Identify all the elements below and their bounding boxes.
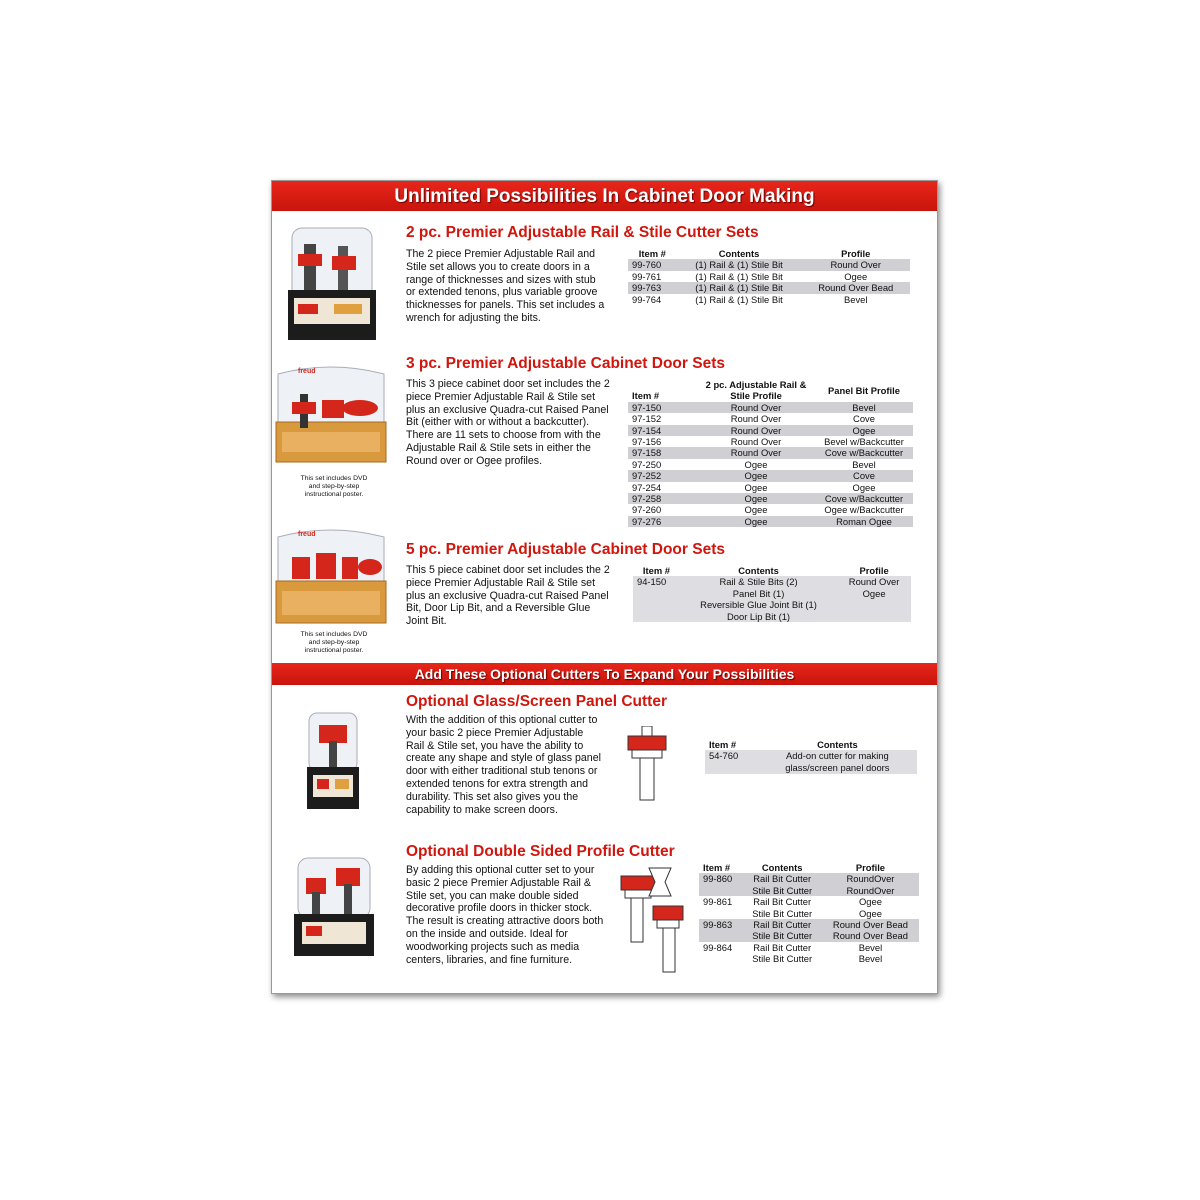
table-row: 97-156 Round Over Bevel w/Backcutter bbox=[632, 436, 904, 448]
table-row: Stile Bit Cutter Ogee bbox=[752, 907, 882, 919]
table-row: 97-260 Ogee Ogee w/Backcutter bbox=[632, 504, 904, 516]
table-row: glass/screen panel doors bbox=[785, 761, 890, 773]
col-contents: Contents bbox=[718, 248, 760, 259]
table-5pc bbox=[633, 565, 911, 622]
table-row: 99-860 Rail Bit Cutter RoundOver bbox=[699, 873, 919, 884]
router-bits-drawing bbox=[607, 866, 705, 976]
table-row: 97-250 Ogee Bevel bbox=[632, 458, 876, 470]
caption-5pc: This set includes DVD and step-by-step instructional poster. bbox=[300, 631, 368, 654]
col-item: Item # bbox=[632, 390, 660, 402]
heading-glass: Optional Glass/Screen Panel Cutter bbox=[406, 693, 667, 710]
col-contents: Contents bbox=[817, 739, 858, 750]
table-row: Stile Bit Cutter Bevel bbox=[752, 953, 883, 965]
table-row: Stile Bit Cutter RoundOver bbox=[699, 885, 919, 896]
desc-2pc: The 2 piece Premier Adjustable Rail and Stile set allows you to create doors in a range of thicknesses and sizes with stub or extended tenons, plus variable groove thicknesses for panels. This set includes a wrench for adjusting the bits. bbox=[406, 248, 605, 324]
desc-5pc: This 5 piece cabinet door set includes the 2 piece Premier Adjustable Rail & Stile set plus an exclusive Quadra-cut Raised Panel Bit, Door Lip Bit, and a Reversible Glue Joint Bit. bbox=[406, 564, 610, 628]
product-image-5pc-set bbox=[272, 527, 390, 631]
catalog-page bbox=[271, 180, 938, 994]
col-profile: Profile bbox=[855, 862, 886, 873]
table-row: 99-861 Rail Bit Cutter Ogee bbox=[703, 896, 882, 908]
col-contents: Contents bbox=[738, 565, 779, 576]
col-item: Item # bbox=[703, 862, 731, 873]
table-row: 99-764 (1) Rail & (1) Stile Bit Bevel bbox=[632, 293, 868, 305]
heading-double: Optional Double Sided Profile Cutter bbox=[406, 843, 675, 860]
table-row: 94-150 Rail & Stile Bits (2) Round Over bbox=[637, 576, 900, 588]
table-row: 97-252 Ogee Cove bbox=[628, 470, 913, 481]
caption-3pc: This set includes DVD and step-by-step instructional poster. bbox=[300, 475, 368, 498]
router-bit-drawing bbox=[624, 726, 670, 802]
table-row: 97-254 Ogee Ogee bbox=[632, 481, 876, 493]
desc-glass: With the addition of this optional cutter to your basic 2 piece Premier Adjustable Rail & Stile set, you have the ability to create any shape and style of glass panel door with either traditional stub tenons or extended tenons for extra strength and durability. This set also gives you the capability to make screen doors. bbox=[406, 714, 601, 816]
table-2pc bbox=[628, 248, 910, 305]
product-image-2pc-set bbox=[286, 226, 378, 341]
col-panel-profile: Panel Bit Profile bbox=[828, 384, 900, 396]
product-image-3pc-set bbox=[272, 364, 390, 476]
table-row: 99-761 (1) Rail & (1) Stile Bit Ogee bbox=[632, 270, 868, 282]
table-double bbox=[699, 862, 919, 965]
desc-double: By adding this optional cutter set to your basic 2 piece Premier Adjustable Rail & Stile set, you can make double sided decorative profile doors in thicker stock. The result is creating attractive doors both on the inside and outside. Ideal for woodworking projects such as media centers, libraries, and fine furniture. bbox=[406, 864, 604, 966]
desc-3pc: This 3 piece cabinet door set includes the 2 piece Premier Adjustable Rail & Stile set plus an exclusive Quadra-cut Raised Panel Bit (either with or without a backcutter). There are 11 sets to choose from with the Adjustable Rail & Stile sets in either the Round over or Ogee profiles. bbox=[406, 378, 610, 467]
table-row: Door Lip Bit (1) bbox=[727, 610, 791, 622]
table-row: 97-152 Round Over Cove bbox=[632, 413, 875, 425]
col-profile: Profile bbox=[841, 248, 871, 259]
col-item: Item # bbox=[642, 565, 670, 576]
table-row: 99-763 (1) Rail & (1) Stile Bit Round Over Bead bbox=[628, 282, 910, 293]
table-row: 97-276 Ogee Roman Ogee bbox=[628, 516, 913, 527]
table-row: 99-864 Rail Bit Cutter Bevel bbox=[703, 941, 883, 953]
heading-3pc: 3 pc. Premier Adjustable Cabinet Door Sets bbox=[406, 355, 725, 372]
col-contents: Contents bbox=[761, 862, 803, 873]
table-glass bbox=[705, 739, 917, 773]
table-row: Reversible Glue Joint Bit (1) bbox=[700, 599, 817, 611]
table-row: Panel Bit (1) Ogee bbox=[732, 587, 886, 599]
svg-text:freud: freud bbox=[298, 368, 316, 375]
product-image-glass-cutter bbox=[305, 711, 361, 811]
table-row: 97-158 Round Over Cove w/Backcutter bbox=[628, 447, 913, 458]
main-banner: Unlimited Possibilities In Cabinet Door Making bbox=[272, 181, 937, 211]
col-item: Item # bbox=[709, 739, 737, 750]
table-row: Stile Bit Cutter Round Over Bead bbox=[699, 930, 919, 941]
table-row: 97-258 Ogee Cove w/Backcutter bbox=[628, 493, 913, 504]
col-rail-stile-profile: 2 pc. Adjustable Rail & Stile Profile bbox=[705, 379, 807, 402]
table-row: 97-150 Round Over Bevel bbox=[628, 402, 913, 413]
table-row: 97-154 Round Over Ogee bbox=[628, 425, 913, 436]
table-row: 99-863 Rail Bit Cutter Round Over Bead bbox=[699, 919, 919, 930]
col-item: Item # bbox=[638, 248, 666, 259]
product-image-double-sided-cutter bbox=[292, 856, 376, 958]
col-profile: Profile bbox=[859, 565, 889, 576]
table-row: 99-760 (1) Rail & (1) Stile Bit Round Over bbox=[628, 259, 910, 270]
table-row: 54-760 Add-on cutter for making bbox=[709, 750, 889, 762]
table-3pc bbox=[628, 379, 913, 527]
optional-banner: Add These Optional Cutters To Expand Your Possibilities bbox=[272, 663, 937, 685]
heading-5pc: 5 pc. Premier Adjustable Cabinet Door Sets bbox=[406, 541, 725, 558]
heading-2pc: 2 pc. Premier Adjustable Rail & Stile Cutter Sets bbox=[406, 224, 759, 241]
svg-text:freud: freud bbox=[298, 531, 316, 538]
